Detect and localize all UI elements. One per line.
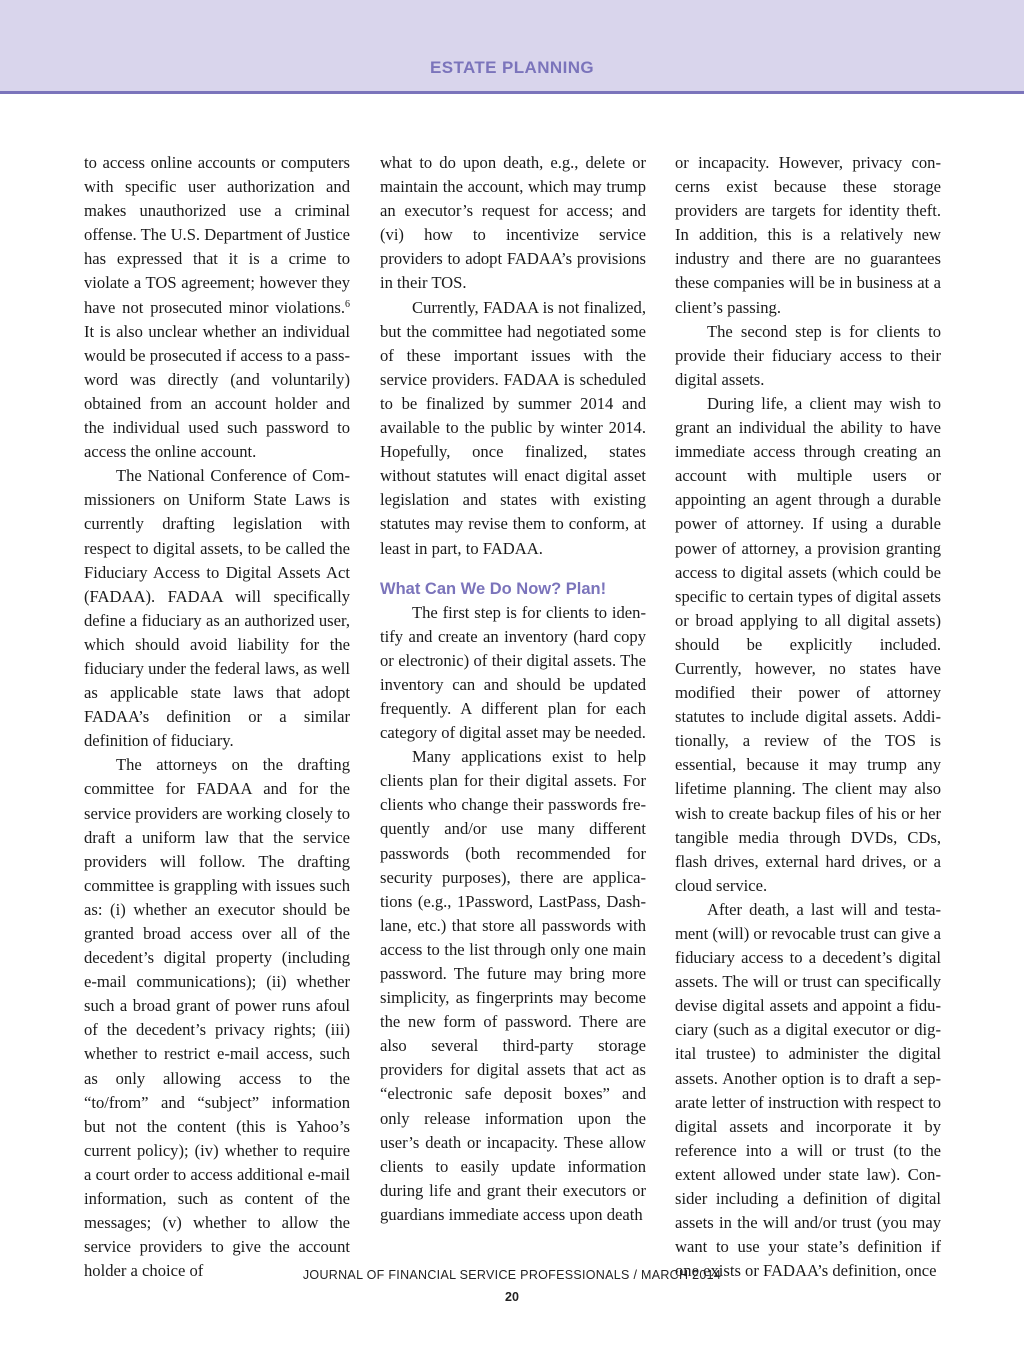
footnote-ref: 6 [345,298,350,310]
paragraph: During life, a client may wish to grant an individual the ability to have immediate access through creating an account with multiple users or appointing an agent through a durable power of attorney. If using a durable power of attorney, a provision granting access to digital assets (which could be specific to certain types of digital assets or broad applying to all digital assets) should be explicitly included. Currently, however, no states have modified their power of attorney statutes to include digital assets. Additionally, a review of the TOS is essential, because it may trump any lifetime planning. The client may also wish to create backup files of his or her tangible media through DVDs, CDs, flash drives, external hard drives, or a cloud service. [675,393,941,895]
paragraph: After death, a last will and testament (will) or revocable trust can give a fiduciary access to a decedent’s digital assets. The will or trust can specifically devise digital assets and appoint a fiduciary (such as a digital executor or digital trustee) to administer the digital assets. Another option is to draft a separate letter of instruction with respect to digital assets and incorporate it by reference into a will or trust (to the extent allowed under state law). Consider including a definition of digital assets in the will and/or trust (you may want to use your state’s definition if one exists or FADAA’s definition, once [675,899,941,1281]
column-1 [84,151,350,1283]
paragraph [84,151,350,464]
paragraph: or incapacity. However, privacy concerns exist because these storage providers are targets for identity theft. In addition, this is a relatively new industry and there are no guarantees these companies will be in business at a client’s passing. [675,153,941,317]
column-3 [675,151,941,1283]
column-2 [380,151,646,1227]
page-number: 20 [505,1290,519,1304]
paragraph: The first step is for clients to identify and create an inventory (hard copy or electronic) of their digital assets. The inventory can and should be updated frequently. A different plan for each category of digital asset may be needed. [380,602,646,743]
paragraph-text: to access online accounts or computers with specific user authorization and makes unauthorized use a criminal offense. The U.S. Department of Justice has expressed that it is a crime to violate a TOS agreement; however they have not prosecuted minor violations. [84,153,350,317]
section-label: ESTATE PLANNING [429,58,595,77]
footer-journal-title: JOURNAL OF FINANCIAL SERVICE PROFESSIONALS / MARCH 2014 [302,1268,722,1282]
paragraph-text: It is also unclear whether an individual would be prosecuted if access to a password was directly (and voluntarily) obtained from an account holder and the individual used such password to access the online account. [84,321,350,462]
paragraph: what to do upon death, e.g., delete or maintain the account, which may trump an executor’s request for access; and (vi) how to incentivize service providers to adopt FADAA’s provisions in their TOS. [380,153,646,293]
paragraph: Many applications exist to help clients plan for their digital assets. For clients who change their passwords frequently and/or use many different passwords (both recommended for security purposes), there are applications (e.g., 1Password, LastPass, Dashlane, etc.) that store all passwords with access to the list through only one main password. The future may bring more simplicity, as fingerprints may become the new form of password. There are also several third-party storage providers for digital assets that act as “electronic safe deposit boxes” and only release information upon the user’s death or incapacity. These allow clients to easily update information during life and grant their executors or guardians immediate access upon death [380,747,646,1224]
section-heading: What Can We Do Now? Plan! [380,579,607,598]
paragraph: Currently, FADAA is not finalized, but the committee had negotiated some of these important issues with the service providers. FADAA is scheduled to be finalized by summer 2014 and available to the public by winter 2014. Hopefully, once finalized, states without statutes will enact digital asset legislation and states with existing statutes may revise them to conform, at least in part, to FADAA. [380,297,646,558]
paragraph: The second step is for clients to provide their fiduciary access to their digital assets. [675,321,941,389]
paragraph: The attorneys on the drafting committee for FADAA and for the service providers are working closely to draft a uniform law that the service providers will follow. The drafting committee is grappling with issues such as: (i) whether an executor should be granted broad access over all of the decedent’s digital property (including e-mail communications); (ii) whether such a broad grant of power runs afoul of the decedent’s privacy rights; (iii) whether to restrict e-mail access, such as only allowing access to the “to/from” and “subject” information but not the content (this is Yahoo’s current policy); (iv) whether to require a court order to access additional e-mail information, such as content of the messages; (v) whether to allow the service providers to give the account holder a choice of [84,755,350,1281]
header-band [0,0,1024,94]
paragraph: The National Conference of Commissioners on Uniform State Laws is currently drafting legislation with respect to digital assets, to be called the Fiduciary Access to Digital Assets Act (FADAA). FADAA will specifically define a fiduciary as an authorized user, which should avoid liability for the fiduciary under the federal laws, as well as applicable state laws that adopt FADAA’s definition or a similar definition of fiduciary. [84,466,350,751]
